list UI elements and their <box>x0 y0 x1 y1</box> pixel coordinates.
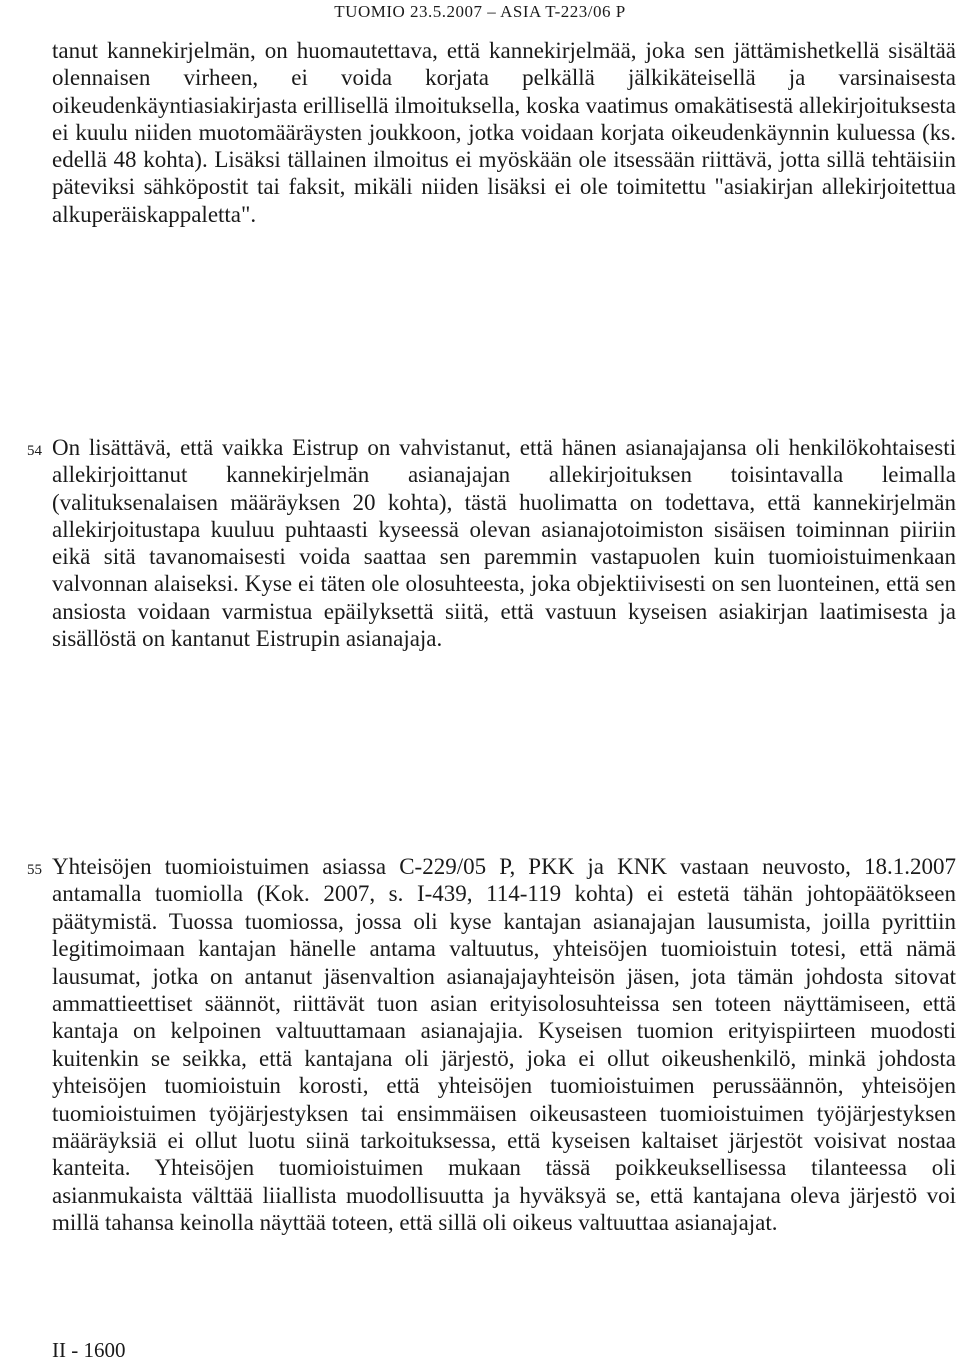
paragraph-number-54: 54 <box>27 443 42 459</box>
paragraph-number-55: 55 <box>27 862 42 878</box>
paragraph-54: On lisättävä, että vaikka Eistrup on vahvistanut, että hänen asianajajansa oli henkilökohtaisesti allekirjoittanut kannekirjelmän asianajajan allekirjoituksen toisintavalla leimalla (valituksenalaisen määräyksen 20 kohta), tästä huolimatta on todettava, että kannekirjelmän allekirjoitustapa kuuluu puhtaasti kyseessä olevan asianajotoimiston sisäisen toiminnan piiriin eikä sitä tavanomaisesti voida saattaa sen paremmin vastapuolen kuin tuomioistuimenkaan valvonnan alaiseksi. Kyse ei täten ole olosuhteesta, joka objektiivisesti on sen luonteinen, että sen ansiosta voidaan varmistua epäilyksettä siitä, että vastuun kyseisen asiakirjan laatimisesta ja sisällöstä on kantanut Eistrupin asianajaja. <box>52 435 956 652</box>
running-header: TUOMIO 23.5.2007 – ASIA T-223/06 P <box>334 2 626 21</box>
paragraph-continuation: tanut kannekirjelmän, on huomautettava, että kannekirjelmää, joka sen jättämishetkellä sisältää olennaisen virheen, ei voida korjata pelkällä jälkikäteisellä ja varsinaisesta oikeudenkäyntiasiakirjasta erillisellä ilmoituksella, koska vaatimus omakätisestä allekirjoituksesta ei kuulu niiden muotomääräysten joukkoon, jotka voidaan korjata oikeudenkäynnin kuluessa (ks. edellä 48 kohta). Lisäksi tällainen ilmoitus ei myöskään ole itsessään riittävä, jotta sillä tehtäisiin päteviksi sähköpostit tai faksit, mikäli niiden lisäksi ei ole toimitettu "asiakirjan allekirjoitettua alkuperäiskappaletta". <box>52 38 956 227</box>
page-number: II - 1600 <box>52 1338 126 1362</box>
paragraph-55: Yhteisöjen tuomioistuimen asiassa C-229/05 P, PKK ja KNK vastaan neuvosto, 18.1.2007 antamalla tuomiolla (Kok. 2007, s. I-439, 114-119 kohta) ei estetä tähän johtopäätökseen päätymistä. Tuossa tuomiossa, jossa oli kyse kantajan asianajajan lausumista, joilla pyrittiin legitimoimaan kantajan hänelle antama valtuutus, yhteisöjen tuomioistuin totesi, että nämä lausumat, jotka on antanut jäsenvaltion asianajajayhteisön jäsen, jota tämän johdosta sitovat ammattieettiset säännöt, riittävät tuon asian erityisolosuhteissa sen toteen näyttämiseen, että kantaja on kelpoinen valtuuttamaan asianajajia. Kyseisen tuomion erityispiirteen muodosti kuitenkin se seikka, että kantajana oli järjestö, joka ei ollut oikeushenkilö, minkä johdosta yhteisöjen tuomioistuin korosti, että yhteisöjen tuomioistuimen perussäännön, yhteisöjen tuomioistuimen työjärjestyksen tai ensimmäisen oikeusasteen tuomioistuimen työjärjestyksen määräyksiä ei ollut luotu siinä tarkoituksessa, että kyseisen kaltaiset järjestöt voisivat nostaa kanteita. Yhteisöjen tuomioistuimen mukaan tässä poikkeuksellisessa tilanteessa oli asianmukaista välttää liiallista muodollisuutta ja hyväksyä se, että kantajana oleva järjestö voi millä tahansa keinolla näyttää toteen, että sillä oli oikeus valtuuttaa asianajajat. <box>52 854 956 1236</box>
